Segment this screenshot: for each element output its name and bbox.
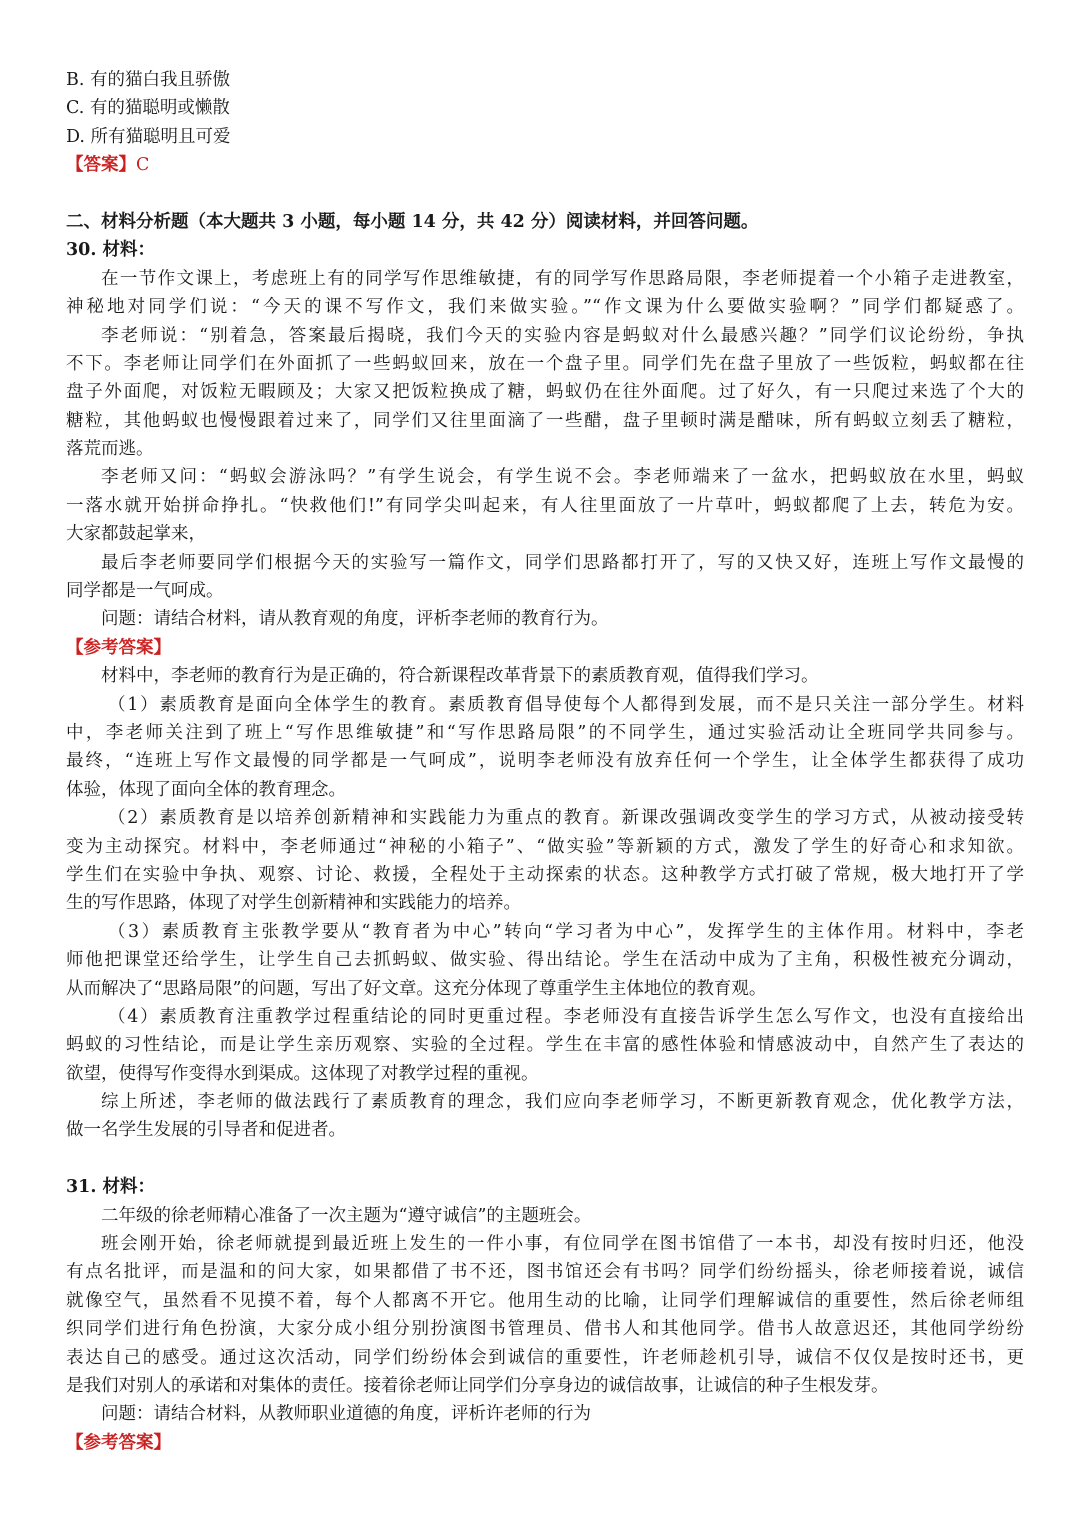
q30-answer-line: 生的写作思路，体现了对学生创新精神和实践能力的培养。 <box>66 893 521 914</box>
q30-answer-line: （4）素质教育注重教学过程重结论的同时更重过程。李老师没有直接告诉学生怎么写作文，也没有直接给出 <box>108 1006 1024 1027</box>
q31-material-line: 表达自己的感受。通过这次活动，同学们纷纷体会到诚信的重要性，许老师趁机引导，诚信不仅仅是按时还书，更 <box>66 1347 1024 1368</box>
q30-title: 30. 材料： <box>66 240 156 261</box>
q31-reference-answer-label: 【参考答案】 <box>66 1432 171 1453</box>
q30-material-line: 李老师说：“别着急，答案最后揭晓，我们今天的实验内容是蚂蚁对什么最感兴趣？”同学们议论纷纷，争执 <box>101 325 1024 346</box>
q31-question: 问题：请结合材料，从教师职业道德的角度，评析许老师的行为 <box>101 1404 591 1425</box>
q30-material-line: 一落水就开始拼命挣扎。“快救他们!”有同学尖叫起来，有人往里面放了一片草叶，蚂蚁都爬了上去，转危为安。 <box>66 495 1024 516</box>
q30-material-line: 最后李老师要同学们根据今天的实验写一篇作文，同学们思路都打开了，写的又快又好，连班上写作文最慢的 <box>101 552 1024 573</box>
q30-material-line: 神秘地对同学们说：“今天的课不写作文，我们来做实验。”“作文课为什么要做实验啊？”同学们都疑惑了。 <box>66 297 1024 318</box>
q30-answer-line: 做一名学生发展的引导者和促进者。 <box>66 1120 346 1141</box>
q31-material-line: 织同学们进行角色扮演，大家分成小组分别扮演图书管理员、借书人和其他同学。借书人故意迟还，其他同学纷纷 <box>66 1319 1024 1340</box>
q30-answer-line: 从而解决了“思路局限”的问题，写出了好文章。这充分体现了尊重学生主体地位的教育观。 <box>66 978 767 999</box>
q31-material-line: 有点名批评，而是温和的问大家，如果都借了书不还，图书馆还会有书吗？同学们纷纷摇头，徐老师接着说，诚信 <box>66 1262 1024 1283</box>
q30-answer-line: 中，李老师关注到了班上“写作思维敏捷”和“写作思路局限”的不同学生，通过实验活动让全班同学共同参与。 <box>66 722 1024 743</box>
q30-material-line: 李老师又问：“蚂蚁会游泳吗？”有学生说会，有学生说不会。李老师端来了一盆水，把蚂蚁放在水里，蚂蚁 <box>101 467 1024 488</box>
q30-answer-line: （1）素质教育是面向全体学生的教育。素质教育倡导使每个人都得到发展，而不是只关注一部分学生。材料 <box>108 694 1024 715</box>
q31-material-line: 是我们对别人的承诺和对集体的责任。接着徐老师让同学们分享身边的诚信故事，让诚信的种子生根发芽。 <box>66 1375 889 1396</box>
q30-material-line: 大家都鼓起掌来， <box>66 524 206 545</box>
q30-answer-line: 最终，“连班上写作文最慢的同学都是一气呵成”，说明李老师没有放弃任何一个学生，让全体学生都获得了成功 <box>66 751 1024 772</box>
q30-material-line: 糖粒，其他蚂蚁也慢慢跟着过来了，同学们又往里面滴了一些醋，盘子里顿时满是醋味，所有蚂蚁立刻丢了糖粒， <box>66 410 1024 431</box>
q31-material-line: 班会刚开始，徐老师就提到最近班上发生的一件小事，有位同学在图书馆借了一本书，却没有按时归还，他没 <box>101 1234 1024 1255</box>
answer-label: 【答案】 <box>66 155 136 176</box>
q31-title: 31. 材料： <box>66 1177 156 1198</box>
q31-material-line: 就像空气，虽然看不见摸不着，每个人都离不开它。他用生动的比喻，让同学们理解诚信的重要性，然后徐老师组 <box>66 1290 1024 1311</box>
spacer <box>66 180 1024 208</box>
q30-answer-line: 欲望，使得写作变得水到渠成。这体现了对教学过程的重视。 <box>66 1063 539 1084</box>
option-b: B. 有的猫白我且骄傲 <box>66 70 230 90</box>
section-2-heading: 二、材料分析题（本大题共 3 小题，每小题 14 分，共 42 分）阅读材料，并回答问题。 <box>66 211 759 232</box>
q30-question: 问题：请结合材料，请从教育观的角度，评析李老师的教育行为。 <box>101 609 609 630</box>
q30-material-line: 落荒而逃。 <box>66 439 154 460</box>
spacer <box>66 1145 1024 1173</box>
q30-answer-line: 材料中，李老师的教育行为是正确的，符合新课程改革背景下的素质教育观，值得我们学习。 <box>101 666 819 687</box>
q30-material-line: 在一节作文课上，考虑班上有的同学写作思维敏捷，有的同学写作思路局限，李老师提着一个小箱子走进教室， <box>101 268 1024 289</box>
q31-material-line: 二年级的徐老师精心准备了一次主题为“遵守诚信”的主题班会。 <box>101 1205 592 1226</box>
q30-answer-line: （2）素质教育是以培养创新精神和实践能力为重点的教育。新课改强调改变学生的学习方式，从被动接受转 <box>108 808 1024 829</box>
q30-answer-line: 师他把课堂还给学生，让学生自己去抓蚂蚁、做实验、得出结论。学生在活动中成为了主角，积极性被充分调动， <box>66 950 1024 971</box>
q30-answer-line: 体验，体现了面向全体的教育理念。 <box>66 779 346 800</box>
q30-material-line: 不下。李老师让同学们在外面抓了一些蚂蚁回来，放在一个盘子里。同学们先在盘子里放了一些饭粒，蚂蚁都在往 <box>66 353 1024 374</box>
q30-answer-line: 变为主动探究。材料中，李老师通过“神秘的小箱子”、“做实验”等新颖的方式，激发了学生的好奇心和求知欲。 <box>66 836 1024 857</box>
q30-answer-line: 学生们在实验中争执、观察、讨论、救援，全程处于主动探索的状态。这种教学方式打破了常规，极大地打开了学 <box>66 864 1024 885</box>
option-d: D. 所有猫聪明且可爱 <box>66 126 231 147</box>
option-c: C. 有的猫聪明或懒散 <box>66 98 230 119</box>
q30-reference-answer-label: 【参考答案】 <box>66 637 171 658</box>
q30-material-line: 盘子外面爬，对饭粒无暇顾及；大家又把饭粒换成了糖，蚂蚁仍在往外面爬。过了好久，有一只爬过来选了个大的 <box>66 382 1024 403</box>
q30-answer-line: （3）素质教育主张教学要从“教育者为中心”转向“学习者为中心”，发挥学生的主体作用。材料中，李老 <box>108 921 1024 942</box>
q30-answer-line: 综上所述，李老师的做法践行了素质教育的理念，我们应向李老师学习，不断更新教育观念，优化教学方法， <box>101 1092 1024 1113</box>
q30-material-line: 同学都是一气呵成。 <box>66 581 224 602</box>
answer-29 <box>66 151 1024 179</box>
answer-value: C <box>136 155 150 176</box>
q30-answer-line: 蚂蚁的习性结论，而是让学生亲历观察、实验的全过程。学生在丰富的感性体验和情感波动中，自然产生了表达的 <box>66 1035 1024 1056</box>
